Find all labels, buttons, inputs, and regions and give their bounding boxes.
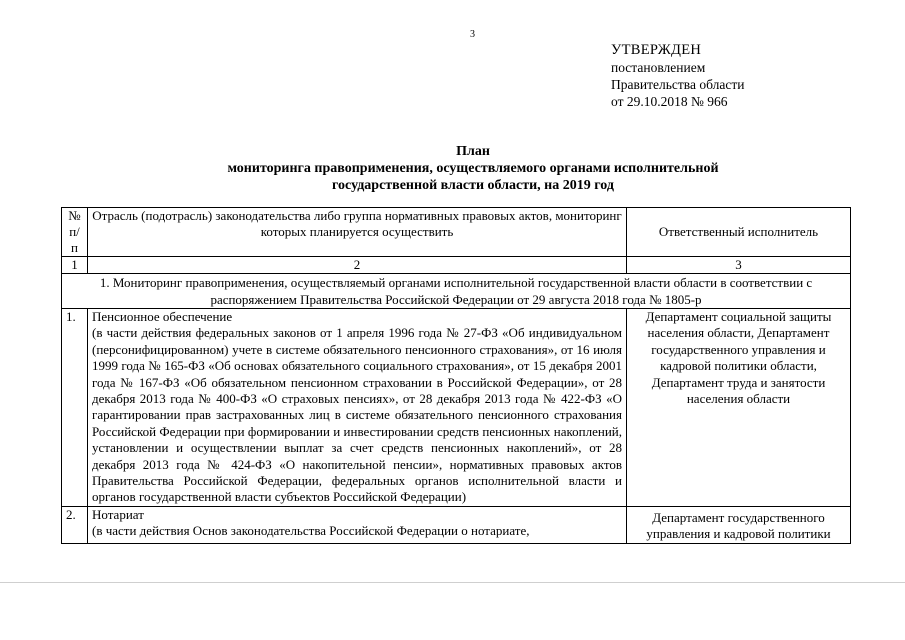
col-number: 3 bbox=[627, 257, 851, 274]
approval-line: Правительства области bbox=[611, 77, 745, 92]
row-executor: Департамент социальной защиты населения области, Департамент государственного управления и кадровой политики области, Департамент труда и занятости населения области bbox=[627, 309, 851, 507]
table-row bbox=[62, 309, 851, 507]
section-row bbox=[62, 274, 851, 309]
approval-line: постановлением bbox=[611, 60, 706, 75]
document-title bbox=[140, 143, 806, 194]
row-content bbox=[88, 506, 627, 543]
column-number-row bbox=[62, 257, 851, 274]
approval-stamp bbox=[611, 42, 744, 110]
row-name: Нотариат bbox=[92, 506, 144, 522]
section-title: 1. Мониторинг правоприменения, осуществляемый органами исполнительной государственной власти области в соответствии с распоряжением Правительства Российской Федерации от 29 августа 2018 года № 1805-р bbox=[62, 274, 851, 309]
title-line: План bbox=[456, 144, 490, 159]
approval-heading: УТВЕРЖДЕН bbox=[611, 42, 702, 58]
col-number: 1 bbox=[62, 257, 88, 274]
approval-date: от 29.10.2018 № 966 bbox=[611, 94, 728, 109]
page-divider bbox=[0, 582, 905, 583]
row-number: 1. bbox=[62, 309, 88, 507]
table-header-row bbox=[62, 208, 851, 257]
plan-table bbox=[61, 207, 851, 544]
row-name: Пенсионное обеспечение bbox=[92, 309, 233, 324]
header-executor: Ответственный исполнитель bbox=[627, 208, 851, 257]
col-number: 2 bbox=[88, 257, 627, 274]
row-details: (в части действия федеральных законов от 1 апреля 1996 года № 27-ФЗ «Об индивидуальном (персонифицированном) учете в системе обязательного пенсионного страхования», от 16 июля 1999 года № 165-ФЗ «Об основах обязательного социального страхования», от 15 декабря 2001 года № 167-ФЗ «Об обязательном пенсионном страховании в Российской Федерации», от 28 декабря 2013 года № 400-ФЗ «О страховых пенсиях», от 28 декабря 2013 года № 422-ФЗ «О гарантировании прав застрахованных лиц в системе обязательного пенсионного страхования Российской Федерации при формировании и инвестировании средств пенсионных накоплений, установлении и осуществлении выплат за счет средств пенсионных накоплений», от 28 декабря 2013 года № 424-ФЗ «О накопительной пенсии», нормативных правовых актов Правительства Российской Федерации, федеральных органов исполнительной власти и органов государственной власти субъектов Российской Федерации) bbox=[92, 325, 622, 505]
title-line: мониторинга правоприменения, осуществляемого органами исполнительной bbox=[227, 161, 719, 176]
row-content bbox=[88, 309, 627, 507]
header-industry: Отрасль (подотрасль) законодательства либо группа нормативных правовых актов, мониторинг которых планируется осуществить bbox=[88, 208, 627, 257]
title-line: государственной власти области, на 2019 год bbox=[332, 178, 614, 193]
row-executor: Департамент государственного управления и кадровой политики bbox=[627, 506, 851, 543]
table-row bbox=[62, 506, 851, 543]
page-number: 3 bbox=[470, 29, 475, 40]
row-number: 2. bbox=[62, 506, 88, 543]
header-num: № п/п bbox=[62, 208, 88, 257]
row-details: (в части действия Основ законодательства Российской Федерации о нотариате, bbox=[92, 523, 530, 539]
